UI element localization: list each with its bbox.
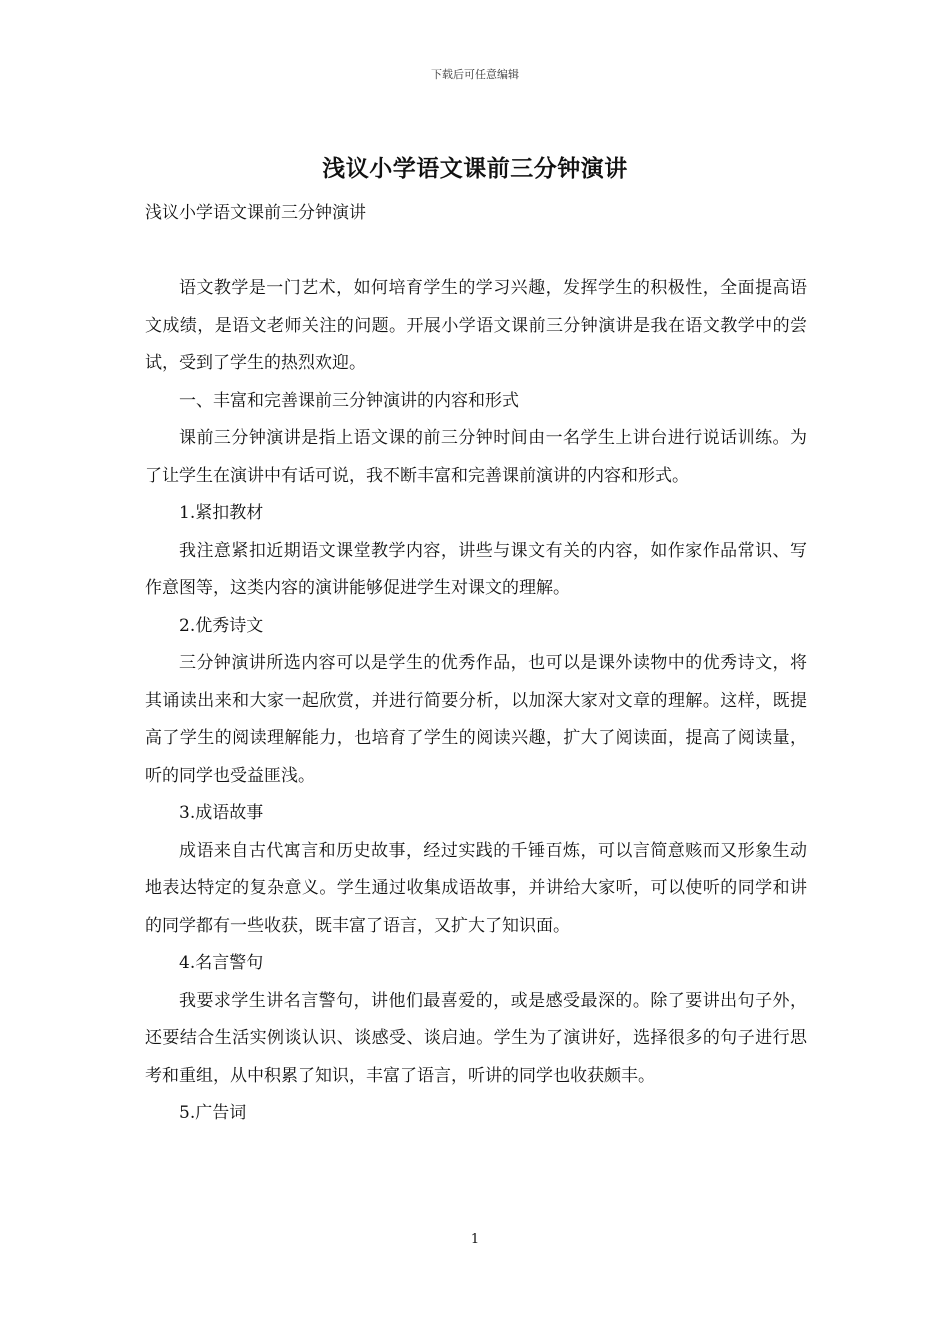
subsection-heading: 4.名言警句 xyxy=(179,953,264,973)
header-note: 下载后可任意编辑 xyxy=(431,68,519,81)
paragraph-intro: 语文教学是一门艺术，如何培育学生的学习兴趣，发挥学生的积极性，全面提高语文成绩，是语文老师关注的问题。开展小学语文课前三分钟演讲是我在语文教学中的尝试，受到了学生的热烈欢迎。 xyxy=(145,278,807,373)
paragraph: 课前三分钟演讲是指上语文课的前三分钟时间由一名学生上讲台进行说话训练。为了让学生在演讲中有话可说，我不断丰富和完善课前演讲的内容和形式。 xyxy=(145,428,807,486)
subsection-heading: 2.优秀诗文 xyxy=(179,615,264,636)
paragraph: 成语来自古代寓言和历史故事，经过实践的千锤百炼，可以言简意赅而又形象生动地表达特定的复杂意义。学生通过收集成语故事，并讲给大家听，可以使听的同学和讲的同学都有一些收获，既丰富了语言，又扩大了知识面。 xyxy=(145,840,807,936)
paragraph: 我要求学生讲名言警句，讲他们最喜爱的，或是感受最深的。除了要讲出句子外，还要结合生活实例谈认识、谈感受、谈启迪。学生为了演讲好，选择很多的句子进行思考和重组，从中积累了知识，丰富了语言，听讲的同学也收获颇丰。 xyxy=(145,990,807,1086)
section-heading: 一、丰富和完善课前三分钟演讲的内容和形式 xyxy=(179,390,519,411)
subsection-heading: 3.成语故事 xyxy=(179,803,264,823)
paragraph: 三分钟演讲所选内容可以是学生的优秀作品，也可以是课外读物中的优秀诗文，将其诵读出来和大家一起欣赏，并进行简要分析，以加深大家对文章的理解。这样，既提高了学生的阅读理解能力，也培育了学生的阅读兴趣，扩大了阅读面，提高了阅读量，听的同学也受益匪浅。 xyxy=(145,653,807,786)
document-body xyxy=(145,270,807,1133)
page-number: 1 xyxy=(470,1232,480,1247)
paragraph: 我注意紧扣近期语文课堂教学内容，讲些与课文有关的内容，如作家作品常识、写作意图等，这类内容的演讲能够促进学生对课文的理解。 xyxy=(145,540,807,598)
subsection-heading: 5.广告词 xyxy=(179,1103,247,1123)
document-subtitle: 浅议小学语文课前三分钟演讲 xyxy=(145,203,366,223)
subsection-heading: 1.紧扣教材 xyxy=(179,503,264,523)
document-title: 浅议小学语文课前三分钟演讲 xyxy=(322,155,628,182)
